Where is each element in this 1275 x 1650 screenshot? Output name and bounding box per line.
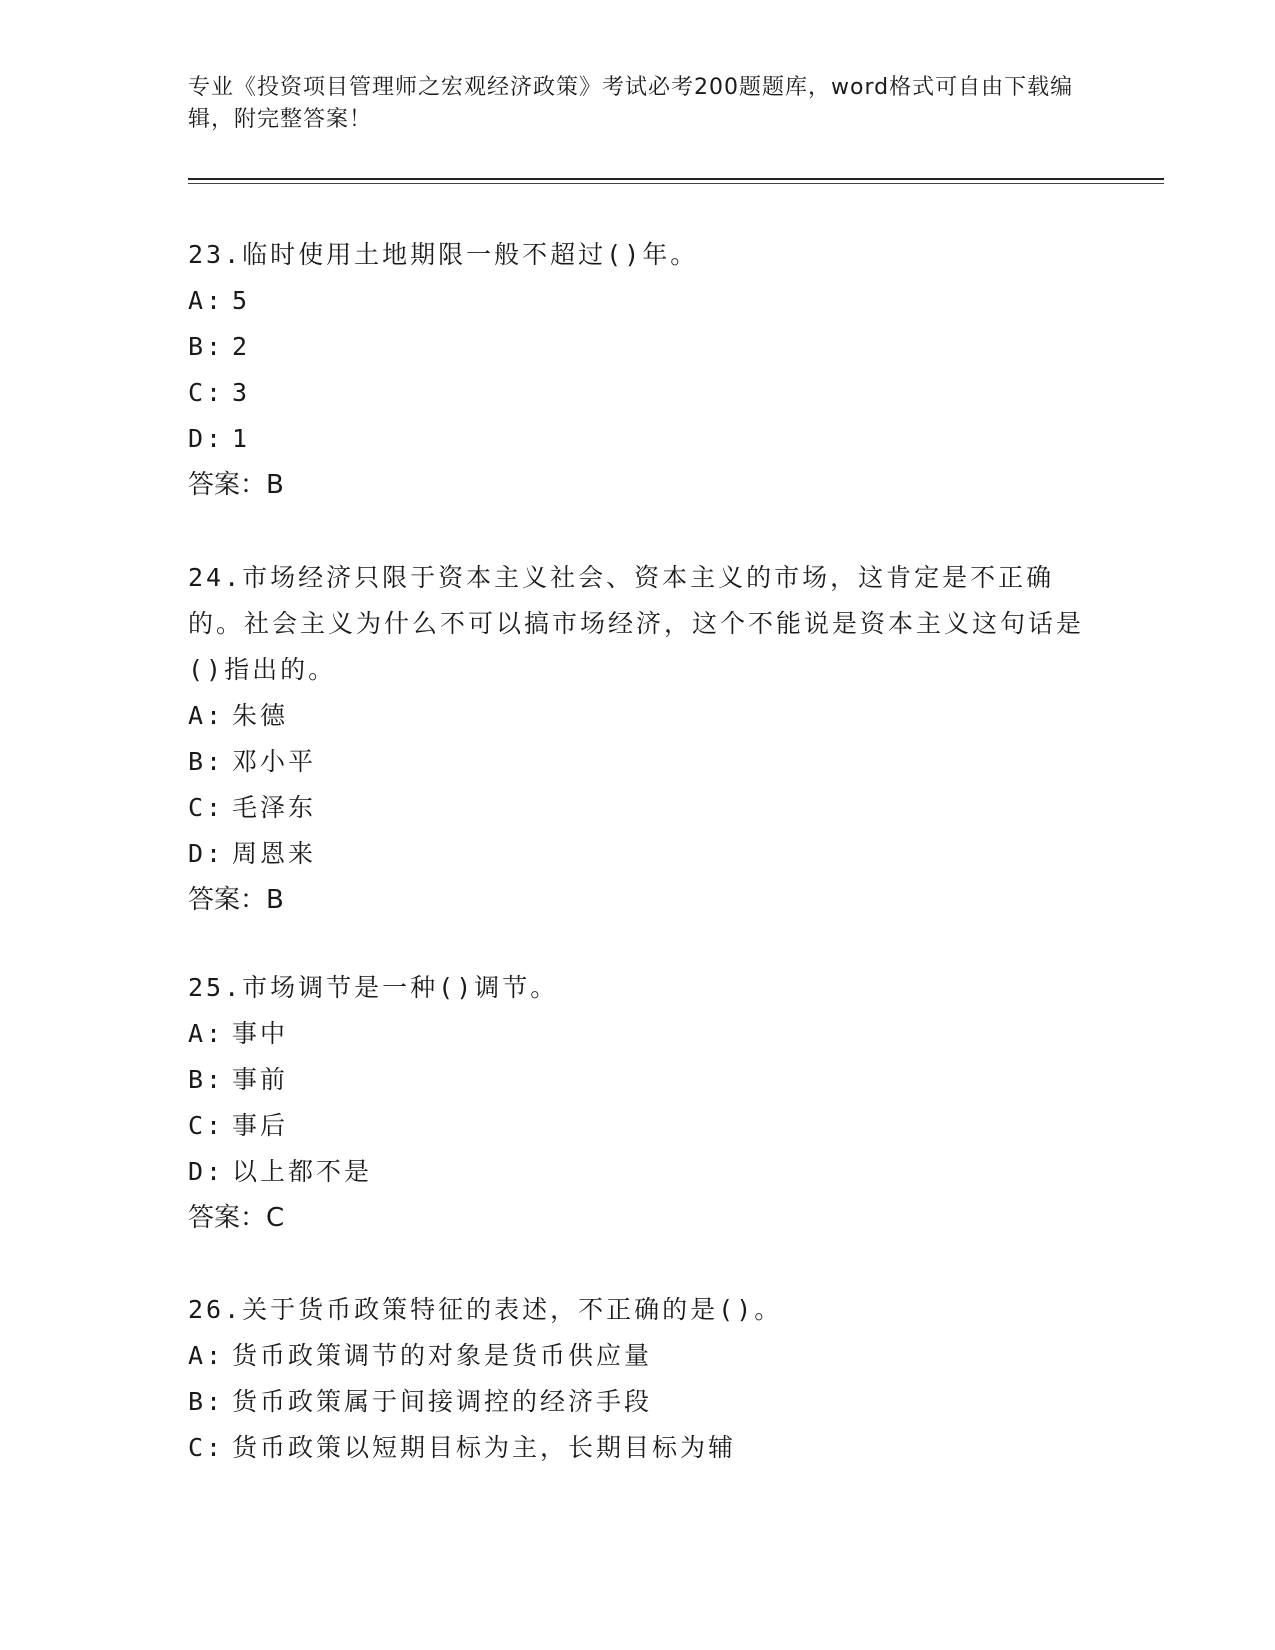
option-letter: B: <box>188 1065 225 1094</box>
option-text: 2 <box>232 332 251 361</box>
option-text: 以上都不是 <box>232 1157 373 1186</box>
option-text: 事后 <box>232 1111 289 1140</box>
header-divider-thin <box>188 183 1164 184</box>
option-text: 朱德 <box>232 701 289 730</box>
option-text: 5 <box>232 286 251 315</box>
question-stem: 26.关于货币政策特征的表述，不正确的是()。 <box>188 1295 783 1324</box>
option-text: 3 <box>232 378 251 407</box>
option-b <box>188 1379 1088 1425</box>
answer-line: 答案：C <box>188 1203 285 1233</box>
option-letter: A: <box>188 286 225 315</box>
option-letter: A: <box>188 701 225 730</box>
option-letter: C: <box>188 1111 225 1140</box>
option-text: 货币政策属于间接调控的经济手段 <box>232 1387 653 1416</box>
option-text: 事前 <box>232 1065 289 1094</box>
option-b <box>188 1057 1088 1103</box>
option-text: 毛泽东 <box>232 793 317 822</box>
option-letter: C: <box>188 378 225 407</box>
option-c <box>188 1103 1088 1149</box>
question-stem: 24.市场经济只限于资本主义社会、资本主义的市场，这肯定是不正确的。社会主义为什么不可以搞市场经济，这个不能说是资本主义这句话是()指出的。 <box>188 563 1085 684</box>
option-letter: D: <box>188 1157 225 1186</box>
option-letter: B: <box>188 747 225 776</box>
option-text: 邓小平 <box>232 747 317 776</box>
answer-line: 答案：B <box>188 470 284 500</box>
answer-line: 答案：B <box>188 885 284 915</box>
option-a <box>188 1011 1088 1057</box>
option-a <box>188 1333 1088 1379</box>
header-divider-thick <box>188 178 1164 180</box>
option-letter: A: <box>188 1341 225 1370</box>
option-b <box>188 739 1088 785</box>
option-a <box>188 693 1088 739</box>
question-26 <box>188 1287 1088 1471</box>
question-stem: 25.市场调节是一种()调节。 <box>188 973 559 1002</box>
option-a <box>188 278 1088 324</box>
option-text: 货币政策以短期目标为主，长期目标为辅 <box>232 1433 737 1462</box>
option-d <box>188 831 1088 877</box>
option-text: 1 <box>232 424 251 453</box>
option-text: 货币政策调节的对象是货币供应量 <box>232 1341 653 1370</box>
option-d <box>188 1149 1088 1195</box>
option-c <box>188 1425 1088 1471</box>
option-letter: A: <box>188 1019 225 1048</box>
option-letter: D: <box>188 424 225 453</box>
option-letter: C: <box>188 793 225 822</box>
option-letter: D: <box>188 839 225 868</box>
option-letter: C: <box>188 1433 225 1462</box>
option-c <box>188 370 1088 416</box>
question-23 <box>188 232 1088 508</box>
question-25 <box>188 965 1088 1241</box>
question-24 <box>188 555 1088 923</box>
option-b <box>188 324 1088 370</box>
document-header: 专业《投资项目管理师之宏观经济政策》考试必考200题题库，word格式可自由下载编辑，附完整答案！ <box>188 75 1074 132</box>
option-text: 周恩来 <box>232 839 317 868</box>
question-stem: 23.临时使用土地期限一般不超过()年。 <box>188 240 699 269</box>
option-letter: B: <box>188 332 225 361</box>
option-d <box>188 416 1088 462</box>
option-text: 事中 <box>232 1019 289 1048</box>
option-c <box>188 785 1088 831</box>
option-letter: B: <box>188 1387 225 1416</box>
